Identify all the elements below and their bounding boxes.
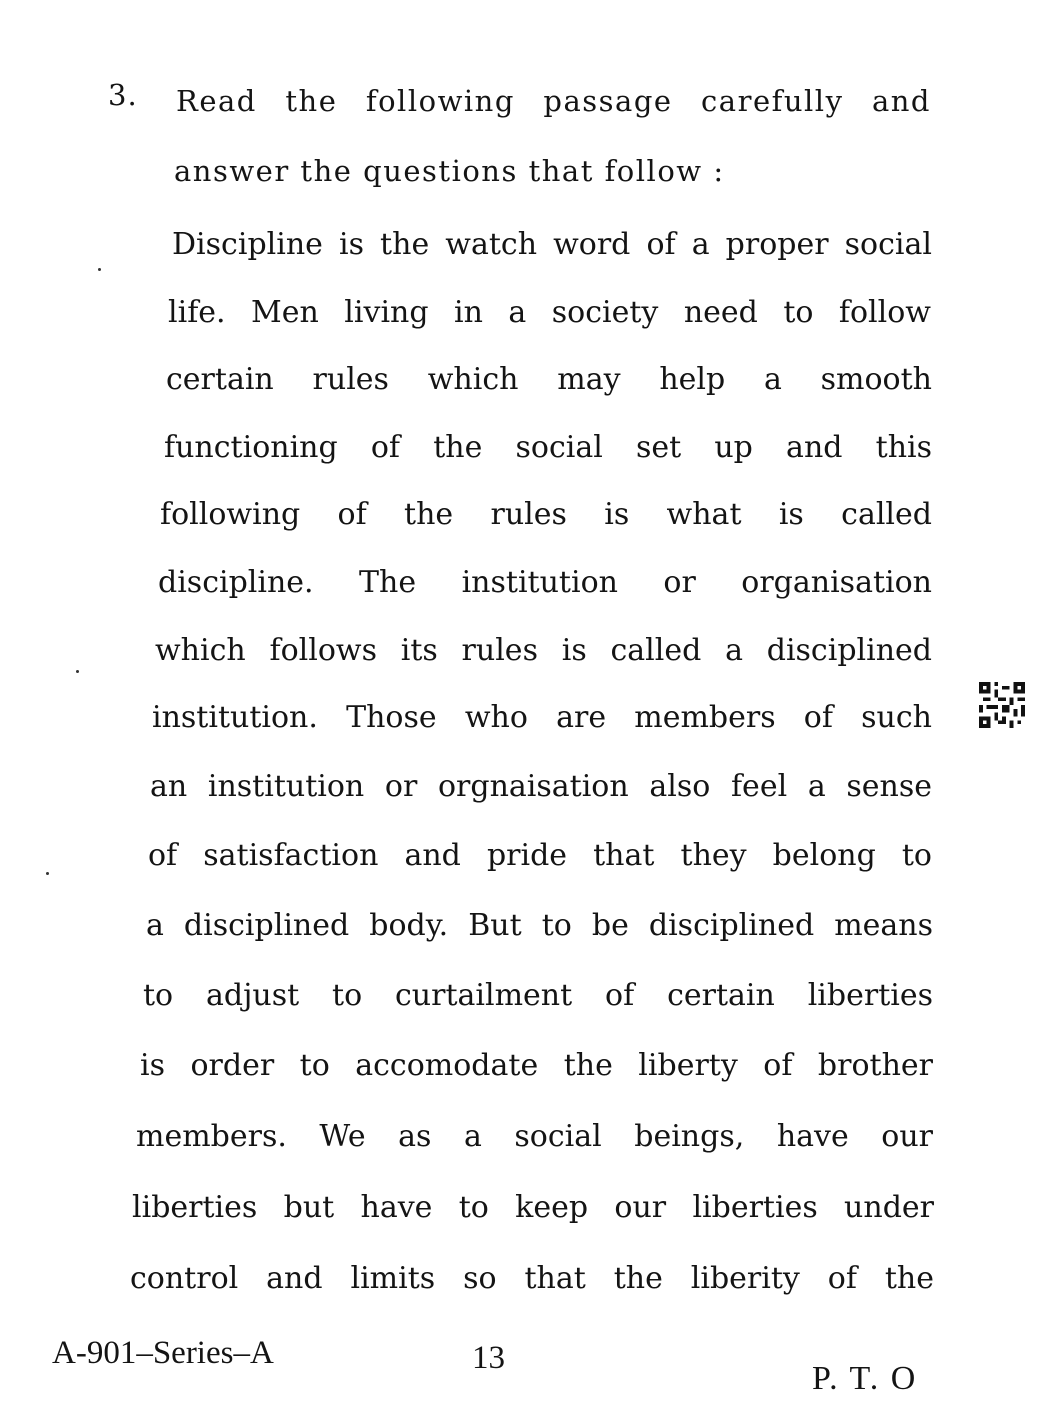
- passage-line-12: to adjust to curtailment of certain liberties: [143, 978, 933, 1013]
- passage-line-7: which follows its rules is called a disciplined: [155, 633, 932, 668]
- passage-line-10: of satisfaction and pride that they belong to: [148, 838, 932, 873]
- passage-line-13: is order to accomodate the liberty of brother: [140, 1048, 933, 1083]
- scan-speck: [98, 268, 101, 271]
- instruction-line-2: answer the questions that follow :: [174, 154, 725, 188]
- question-number: 3.: [108, 78, 138, 112]
- passage-line-4: functioning of the social set up and this: [164, 430, 932, 465]
- passage-line-3: certain rules which may help a smooth: [166, 362, 932, 397]
- passage-line-15: liberties but have to keep our liberties under: [132, 1190, 934, 1225]
- passage-line-16: control and limits so that the liberity of the: [130, 1261, 934, 1296]
- qr-code-icon: [978, 682, 1026, 728]
- passage-line-9: an institution or orgnaisation also feel a sense: [150, 769, 932, 804]
- passage-line-8: institution. Those who are members of such: [152, 700, 932, 735]
- please-turn-over: P. T. O: [812, 1360, 918, 1397]
- passage-line-11: a disciplined body. But to be disciplined means: [146, 908, 933, 943]
- passage-line-6: discipline. The institution or organisation: [158, 565, 932, 600]
- instruction-line-1: Read the following passage carefully and: [176, 84, 931, 118]
- passage-line-2: life. Men living in a society need to follow: [168, 295, 931, 330]
- page-number: 13: [472, 1340, 505, 1376]
- passage-line-1: Discipline is the watch word of a proper social: [172, 227, 932, 262]
- paper-code: A-901–Series–A: [52, 1335, 274, 1371]
- passage-line-14: members. We as a social beings, have our: [136, 1119, 933, 1154]
- scan-speck: [46, 872, 49, 875]
- passage-line-5: following of the rules is what is called: [160, 497, 932, 532]
- scan-speck: [76, 670, 79, 673]
